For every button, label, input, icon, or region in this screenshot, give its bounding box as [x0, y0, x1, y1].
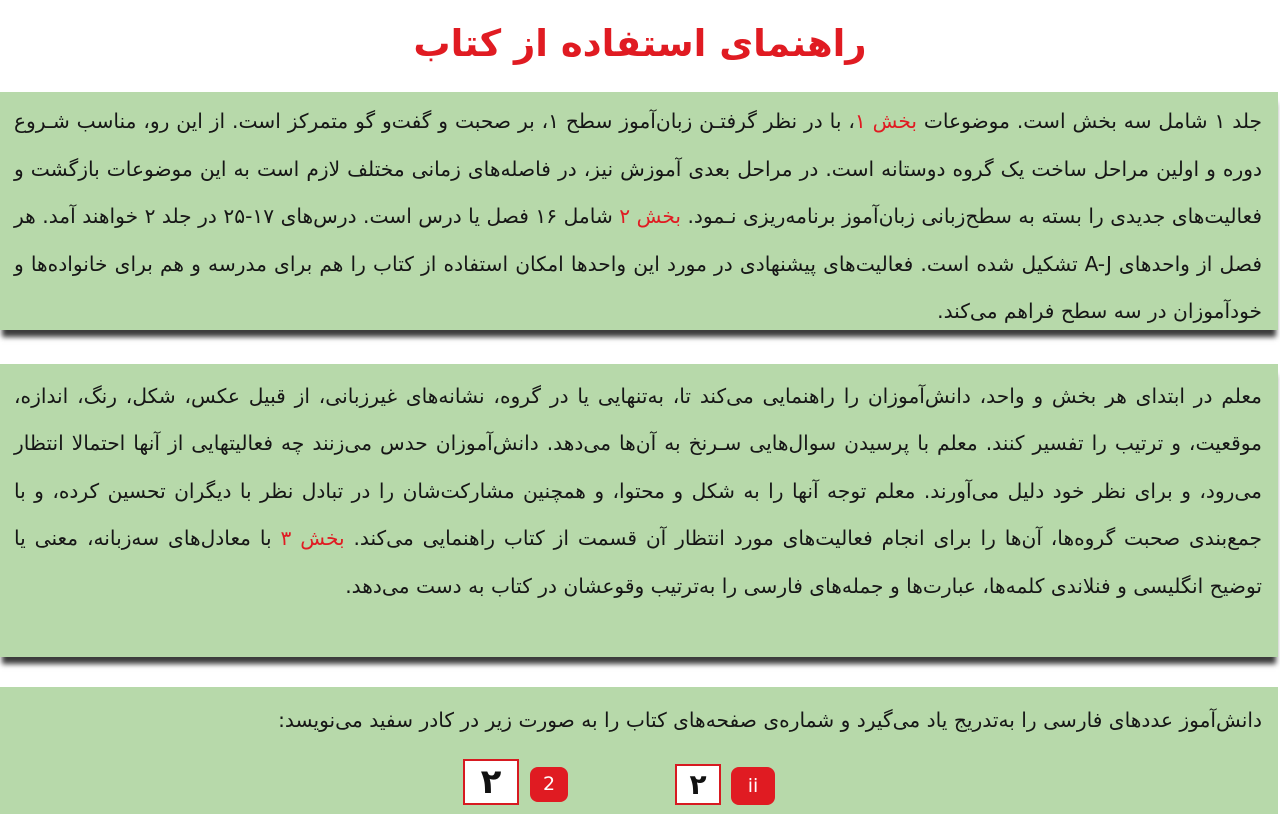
intro-paragraph: [14, 98, 1262, 336]
persian-number-box: ۲: [675, 764, 721, 805]
page-number-badge: ii: [731, 767, 775, 805]
intro-text-2: ، با در نظر گرفتـن زبان‌آموز سطح ۱، بر صحبت و گفت‌و گو متمرکز است. از این رو، مناسب شـروع دوره و اولین مراحل ساخت یک گروه دوستانه است. در مراحل بعدی آموزش نیز، در فاصله‌های زمانی مختلف لازم است به این موضوعات بازگشت و فعالیت‌های جدیدی را بسته به سطح‌زبانی زبان‌آموز برنامه‌ریزی نـمود.: [14, 109, 1263, 228]
page-number-example-roman: [675, 764, 785, 810]
intro-text-1: جلد ۱ شامل سه بخش است. موضوعات: [917, 109, 1263, 133]
teacher-section-box: [0, 364, 1278, 657]
intro-text-3: شامل ۱۶ فصل یا درس است. درس‌های ۱۷-۲۵ در جلد ۲ خواهند آمد. هر فصل از واحدهای A-J تشکیل شده است. فعالیت‌های پیشنهادی در مورد این واحدها امکان استفاده از کتاب را هم برای مدرسه و هم برای خانواده‌ها و خودآموزان در سه سطح فراهم می‌کند.: [14, 204, 1262, 323]
teacher-paragraph: [14, 373, 1262, 610]
teacher-text-2: با معادل‌های سه‌زبانه، معنی یا توضیح انگلیسی و فنلاندی کلمه‌ها، عبارت‌ها و جمله‌های فارسی را به‌ترتیب وقوعشان در کتاب به دست می‌دهد.: [14, 526, 1262, 598]
intro-section-box: [0, 92, 1278, 330]
page-title: راهنمای استفاده از کتاب: [413, 22, 867, 65]
numbers-paragraph: دانش‌آموز عددهای فارسی را به‌تدریج یاد می‌گیرد و شماره‌ی صفحه‌های کتاب را به صورت زیر در کادر سفید می‌نویسد:: [278, 708, 1262, 732]
persian-number-box: ۲: [463, 759, 519, 805]
page-number-badge: 2: [530, 767, 568, 802]
part-1-highlight: بخش ۱: [854, 109, 917, 133]
part-3-highlight: بخش ۳: [280, 526, 345, 551]
part-2-highlight: بخش ۲: [619, 204, 681, 228]
teacher-text-1: معلم در ابتدای هر بخش و واحد، دانش‌آموزان را راهنمایی می‌کند تا، به‌تنهایی یا در گروه، نشانه‌های غیرزبانی، از قبیل عکس، شکل، رنگ، اندازه، موقعیت، و ترتیب را تفسیر کنند. معلم با پرسیدن سوال‌هایی سـرنخ به آن‌ها می‌دهد. دانش‌آموزان حدس می‌زنند چه فعالیتهایی از آنها احتمالا انتظار می‌رود، و برای نظر خود دلیل می‌آورند. معلم توجه آنها را به شکل و محتوا، و همچنین مشارکت‌شان را در تبادل نظر با دیگران تحسین کرده، و با جمع‌بندی صحبت گروه‌ها، آن‌ها را برای انجام فعالیت‌های مورد انتظار آن قسمت از کتاب راهنمایی می‌کند.: [14, 384, 1262, 551]
page-number-example-arabic: [463, 759, 575, 805]
numbers-section-box: [0, 687, 1278, 814]
